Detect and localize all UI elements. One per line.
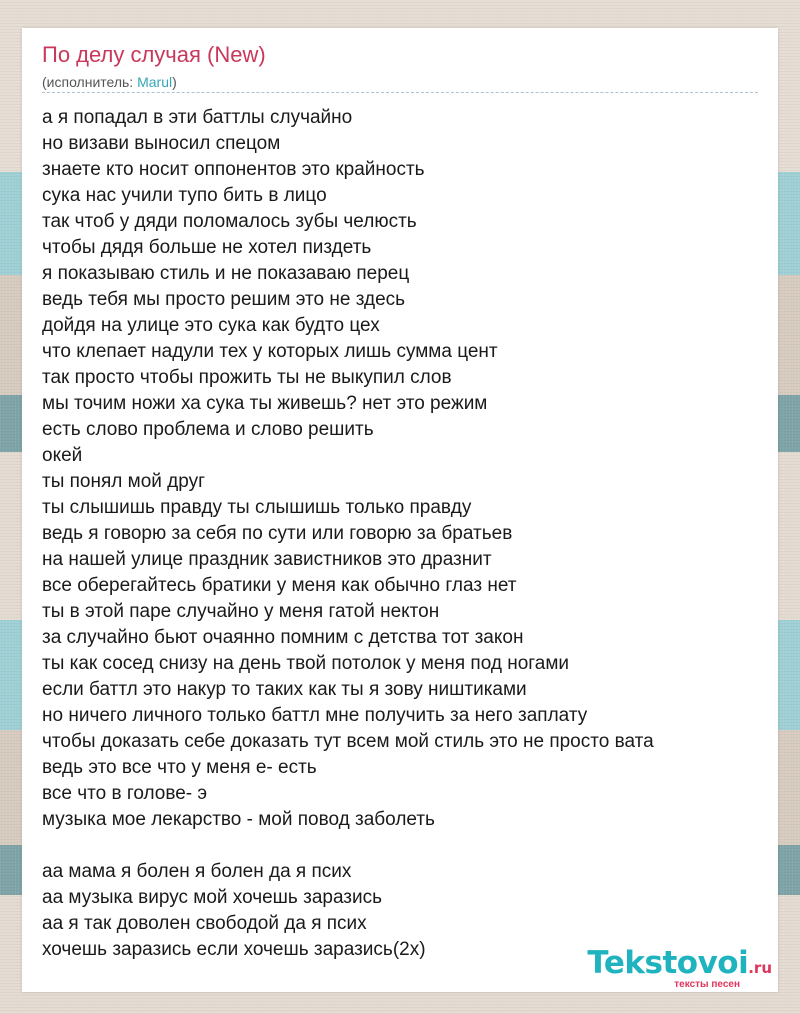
lyric-line: аа мама я болен я болен да я псих <box>42 861 352 882</box>
lyric-line: я показываю стиль и не показаваю перец <box>42 263 410 284</box>
lyric-line: но ничего личного только баттл мне получить за него заплату <box>42 705 588 726</box>
lyric-line: мы точим ножи ха сука ты живешь? нет это режим <box>42 393 488 414</box>
artist-prefix: (исполнитель: <box>42 74 138 90</box>
logo-tld: .ru <box>748 959 772 977</box>
song-title: По делу случая (New) <box>42 42 266 67</box>
lyric-blank-line <box>42 833 758 859</box>
lyric-line: все оберегайтесь братики у меня как обычно глаз нет <box>42 575 517 596</box>
lyric-line: музыка мое лекарство - мой повод заболеть <box>42 809 435 830</box>
lyric-line: есть слово проблема и слово решить <box>42 419 374 440</box>
lyrics-text <box>42 105 758 963</box>
lyric-line: ты слышишь правду ты слышишь только правду <box>42 497 472 518</box>
lyric-line: так просто чтобы прожить ты не выкупил слов <box>42 367 452 388</box>
lyric-line: ведь это все что у меня е- есть <box>42 757 317 778</box>
lyric-line: так чтоб у дяди поломалось зубы челюсть <box>42 211 417 232</box>
artist-line <box>42 74 177 90</box>
lyric-line: сука нас учили тупо бить в лицо <box>42 185 327 206</box>
logo-main-text: Tekstovoi <box>587 945 749 981</box>
logo-tagline: тексты песен <box>674 979 740 990</box>
artist-suffix: ) <box>172 74 177 90</box>
lyric-line: знаете кто носит оппонентов это крайность <box>42 159 425 180</box>
lyric-line: ты как сосед снизу на день твой потолок у меня под ногами <box>42 653 570 674</box>
site-logo <box>562 946 772 990</box>
lyric-line: а я попадал в эти баттлы случайно <box>42 107 353 128</box>
lyric-line: хочешь заразись если хочешь заразись(2x) <box>42 939 426 960</box>
lyric-line: аа я так доволен свободой да я псих <box>42 913 367 934</box>
artist-link[interactable]: Marul <box>137 74 173 90</box>
lyric-line: на нашей улице праздник завистников это дразнит <box>42 549 492 570</box>
lyric-line: ты в этой паре случайно у меня гатой нектон <box>42 601 440 622</box>
lyric-line: все что в голове- э <box>42 783 208 804</box>
lyric-line: если баттл это накур то таких как ты я зову ништиками <box>42 679 527 700</box>
title-divider <box>42 92 758 93</box>
lyric-line: аа музыка вирус мой хочешь заразись <box>42 887 383 908</box>
lyric-line: дойдя на улице это сука как будто цех <box>42 315 380 336</box>
lyric-line: ведь я говорю за себя по сути или говорю за братьев <box>42 523 513 544</box>
lyric-line: чтобы доказать себе доказать тут всем мой стиль это не просто вата <box>42 731 654 752</box>
lyric-line: ведь тебя мы просто решим это не здесь <box>42 289 406 310</box>
lyric-line: ты понял мой друг <box>42 471 206 492</box>
lyric-line: за случайно бьют очаянно помним с детства тот закон <box>42 627 524 648</box>
lyric-line: но визави выносил спецом <box>42 133 281 154</box>
lyric-line: что клепает надули тех у которых лишь сумма цент <box>42 341 498 362</box>
lyric-line: окей <box>42 445 83 466</box>
lyric-line: чтобы дядя больше не хотел пиздеть <box>42 237 372 258</box>
logo-wordmark <box>562 946 772 985</box>
lyrics-card <box>22 28 778 992</box>
